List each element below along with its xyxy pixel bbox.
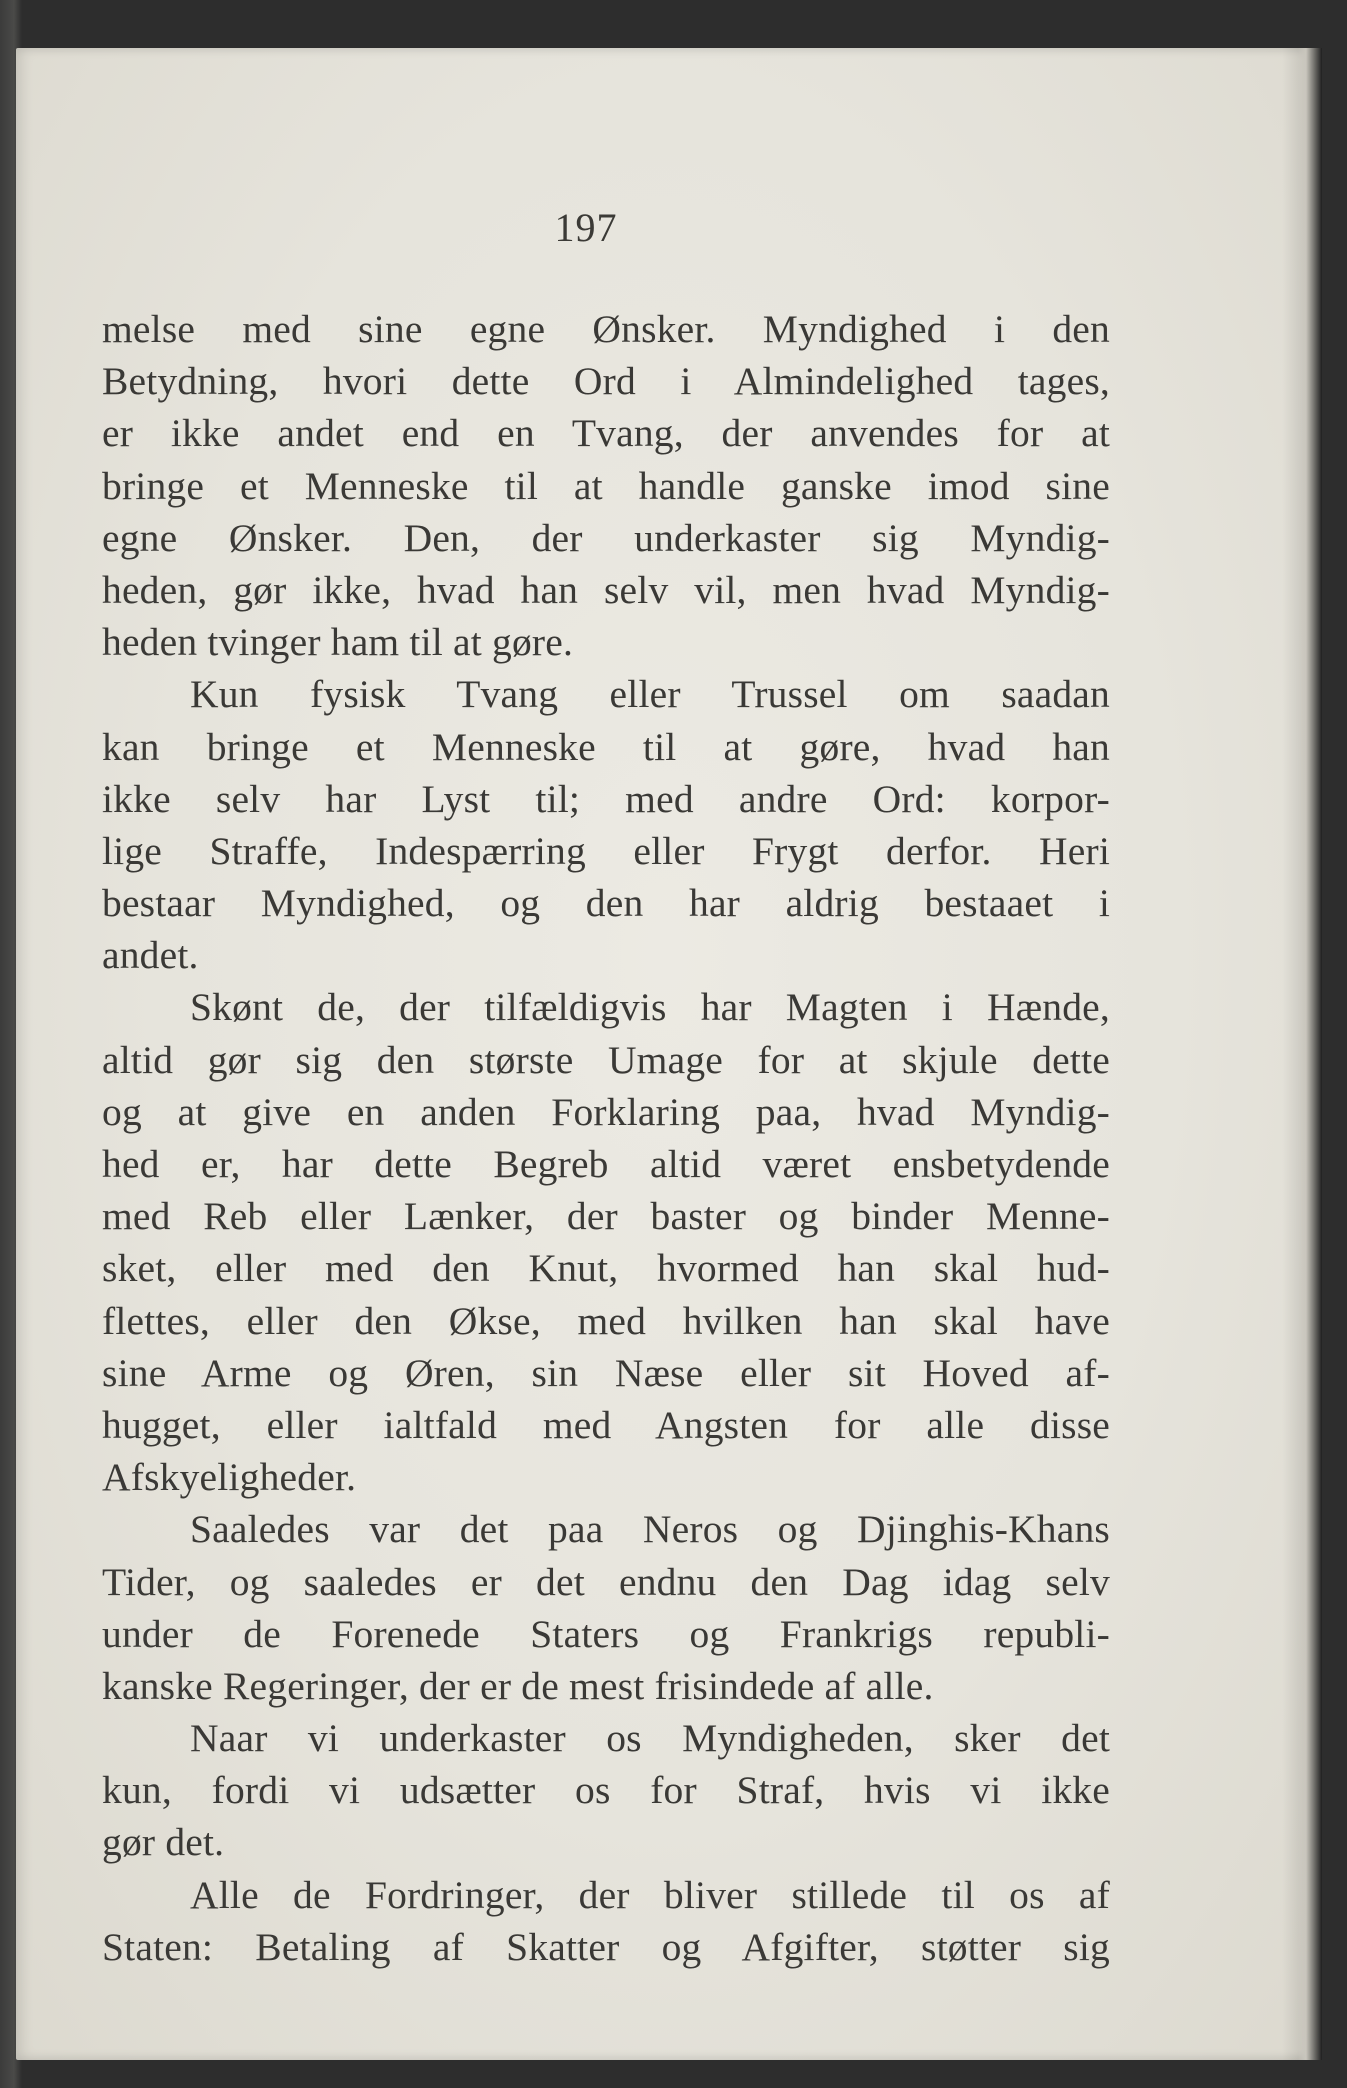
body-text	[102, 303, 1110, 1973]
text-line: melse med sine egne Ønsker. Myndighed i den	[102, 307, 1110, 351]
text-line: gør det.	[102, 1820, 225, 1865]
text-line: bringe et Menneske til at handle ganske imod sine	[102, 463, 1110, 508]
text-line: heden, gør ikke, hvad han selv vil, men hvad Myndig-	[102, 567, 1110, 612]
text-line: Alle de Fordringer, der bliver stillede til os af	[190, 1872, 1110, 1917]
text-line: Kun fysisk Tvang eller Trussel om saadan	[190, 672, 1110, 717]
text-line: er ikke andet end en Tvang, der anvendes for at	[102, 411, 1110, 456]
text-line: bestaar Myndighed, og den har aldrig bestaaet i	[102, 881, 1110, 926]
text-line: under de Forenede Staters og Frankrigs republi-	[102, 1611, 1110, 1656]
text-line: ikke selv har Lyst til; med andre Ord: korpor-	[102, 776, 1110, 821]
text-line: lige Straffe, Indespærring eller Frygt derfor. Heri	[102, 828, 1110, 873]
text-line: sine Arme og Øren, sin Næse eller sit Hoved af-	[102, 1350, 1110, 1395]
text-line: Betydning, hvori dette Ord i Almindelighed tages,	[102, 359, 1110, 404]
text-line: Skønt de, der tilfældigvis har Magten i Hænde,	[190, 985, 1110, 1030]
text-line: kan bringe et Menneske til at gøre, hvad han	[102, 724, 1110, 769]
text-line: Naar vi underkaster os Myndigheden, sker det	[190, 1716, 1110, 1761]
text-line: Staten: Betaling af Skatter og Afgifter, støtter sig	[102, 1924, 1110, 1969]
text-line: sket, eller med den Knut, hvormed han skal hud-	[102, 1246, 1110, 1291]
text-line: Saaledes var det paa Neros og Djinghis-Khans	[190, 1507, 1110, 1552]
text-line: altid gør sig den største Umage for at skjule dette	[102, 1037, 1110, 1082]
text-line: Afskyeligheder.	[102, 1455, 357, 1500]
text-line: egne Ønsker. Den, der underkaster sig Myndig-	[102, 515, 1110, 560]
text-line: Tider, og saaledes er det endnu den Dag idag selv	[102, 1559, 1110, 1604]
text-line: kanske Regeringer, der er de mest frisindede af alle.	[102, 1663, 934, 1708]
text-line: hed er, har dette Begreb altid været ensbetydende	[102, 1142, 1110, 1186]
text-line: med Reb eller Lænker, der baster og binder Menne-	[102, 1194, 1110, 1239]
text-line: flettes, eller den Økse, med hvilken han skal have	[102, 1298, 1110, 1343]
text-line: heden tvinger ham til at gøre.	[102, 620, 574, 665]
text-line: og at give en anden Forklaring paa, hvad Myndig-	[102, 1089, 1110, 1134]
page-number: 197	[554, 205, 618, 250]
text-line: hugget, eller ialtfald med Angsten for alle disse	[102, 1402, 1110, 1447]
book-page	[16, 48, 1316, 2060]
text-line: kun, fordi vi udsætter os for Straf, hvis vi ikke	[102, 1768, 1110, 1813]
text-line: andet.	[102, 933, 199, 978]
page-edge	[1282, 48, 1322, 2060]
